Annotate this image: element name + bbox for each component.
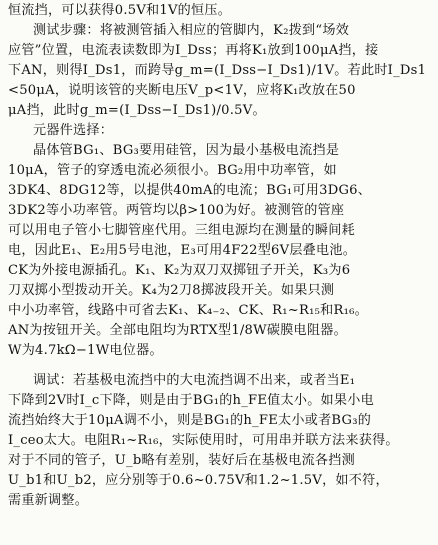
text-line: 晶体管BG₁、BG₃要用硅管，因为最小基极电流挡是	[33, 143, 340, 158]
text-line: AN为按钮开关。全部电阻均为RTX型1/8W碳膜电阻器。	[8, 323, 347, 338]
text-line: I_ceo太大。电阻R₁~R₁₆，实际使用时，可用串并联方法来获得。	[8, 433, 399, 448]
text-line: 中小功率管，线路中可省去K₁、K₄₋₂、CK、R₁~R₁₅和R₁₆。	[8, 303, 368, 318]
text-line: 10μA，管子的穿透电流必须很小。BG₂用中功率管，如	[8, 163, 337, 178]
text-line: 应管”位置，电流表读数即为I_Dss；再将K₁放到100μA挡，接	[8, 43, 379, 58]
text-line: 下降到2V时I_c下降，则是由于BG₁的h_FE值太小。如果小电	[8, 393, 374, 408]
text-line: CK为外接电源插孔。K₁、K₂为双刀双掷钮子开关，K₃为6	[8, 263, 351, 278]
text-line: 下AN，则得I_Ds1，而跨导g_m=(I_Dss−I_Ds1)/1V。若此时I_Ds1	[8, 63, 427, 78]
text-line: 恒流挡，可以获得0.5V和1V的恒压。	[8, 3, 232, 18]
text-line: W为4.7kΩ−1W电位器。	[8, 343, 163, 358]
text-line: 调试：若基极电流挡中的大电流挡调不出来，或者当E₁	[33, 373, 356, 388]
text-line: U_b1和U_b2，应分别等于0.6~0.75V和1.2~1.5V，如不符，	[8, 473, 389, 488]
text-line: 可以用电子管小七脚管座代用。三组电源均在测量的瞬间耗	[8, 223, 355, 238]
text-line: 对于不同的管子，U_b略有差别，装好后在基极电流各挡测	[8, 453, 355, 468]
text-line: μA挡，此时g_m=(I_Dss−I_Ds1)/0.5V。	[8, 103, 266, 118]
text-line: 流挡始终大于10μA调不小，则是BG₁的h_FE太小或者BG₃的	[8, 413, 372, 428]
text-line: 3DK4、8DG12等，以提供40mA的电流；BG₁可用3DG6、	[8, 183, 372, 198]
text-line: 刀双掷小型拨动开关。K₄为2刀8掷波段开关。如果只测	[8, 283, 335, 298]
text-line: 3DK2等小功率管。两管均以β>100为好。被测管的管座	[8, 203, 345, 218]
text-line: 电，因此E₁、E₂用5号电池，E₃可用4F22型6V层叠电池。	[8, 243, 357, 258]
section-heading: 元器件选择：	[33, 123, 114, 138]
text-line: 需重新调整。	[8, 493, 89, 508]
text-line: 测试步骤：将被测管插入相应的管脚内，K₂拨到“场效	[33, 23, 350, 38]
text-line: <50μA，说明该管的夹断电压V_p<1V，应将K₁改放在50	[8, 83, 356, 98]
